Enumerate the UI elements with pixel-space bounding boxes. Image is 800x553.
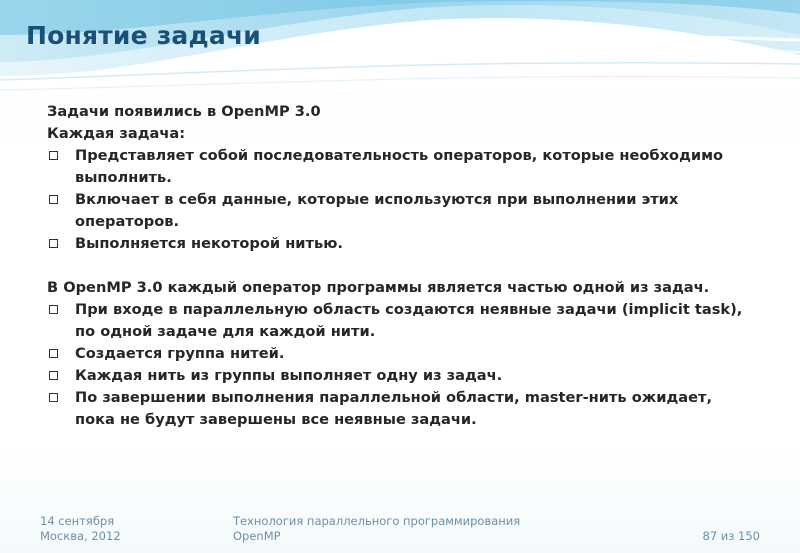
square-bullet-icon xyxy=(49,393,58,402)
bullet-item xyxy=(47,365,752,387)
square-bullet-icon xyxy=(49,349,58,358)
bullet-item xyxy=(47,145,752,189)
paragraph: В OpenMP 3.0 каждый оператор программы является частью одной из задач. xyxy=(47,279,710,296)
bullet-text: Каждая нить из группы выполняет одну из задач. xyxy=(75,367,503,384)
bullet-item xyxy=(47,233,752,255)
intro-line: Каждая задача: xyxy=(47,125,186,142)
slide-title: Понятие задачи xyxy=(26,21,262,50)
bullet-list xyxy=(47,299,752,431)
bullet-text: При входе в параллельную область создаются неявные задачи (implicit task), по одной задаче для каждой нити. xyxy=(75,301,743,340)
footer-course-line: Технология параллельного программирования xyxy=(233,514,521,528)
spacer xyxy=(47,255,752,277)
footer-date-place xyxy=(40,514,121,544)
bullet-text: Включает в себя данные, которые используются при выполнении этих операторов. xyxy=(75,191,679,230)
square-bullet-icon xyxy=(49,239,58,248)
bullet-item xyxy=(47,299,752,343)
square-bullet-icon xyxy=(49,151,58,160)
square-bullet-icon xyxy=(49,371,58,380)
bullet-text: Создается группа нитей. xyxy=(75,345,285,362)
intro-line: Задачи появились в OpenMP 3.0 xyxy=(47,103,321,120)
bullet-item xyxy=(47,343,752,365)
square-bullet-icon xyxy=(49,195,58,204)
footer-date: 14 сентября xyxy=(40,514,115,528)
bullet-text: Выполняется некоторой нитью. xyxy=(75,235,343,252)
bullet-list xyxy=(47,145,752,255)
footer-place: Москва, 2012 xyxy=(40,529,121,543)
square-bullet-icon xyxy=(49,305,58,314)
page-number: 87 из 150 xyxy=(702,529,760,543)
footer-course-line: OpenMP xyxy=(233,529,281,543)
slide-content xyxy=(47,101,752,431)
footer-course xyxy=(233,514,520,544)
bullet-text: Представляет собой последовательность операторов, которые необходимо выполнить. xyxy=(75,147,724,186)
bullet-item xyxy=(47,189,752,233)
bullet-text: По завершении выполнения параллельной области, master-нить ожидает, пока не будут завершены все неявные задачи. xyxy=(75,389,713,428)
bullet-item xyxy=(47,387,752,431)
